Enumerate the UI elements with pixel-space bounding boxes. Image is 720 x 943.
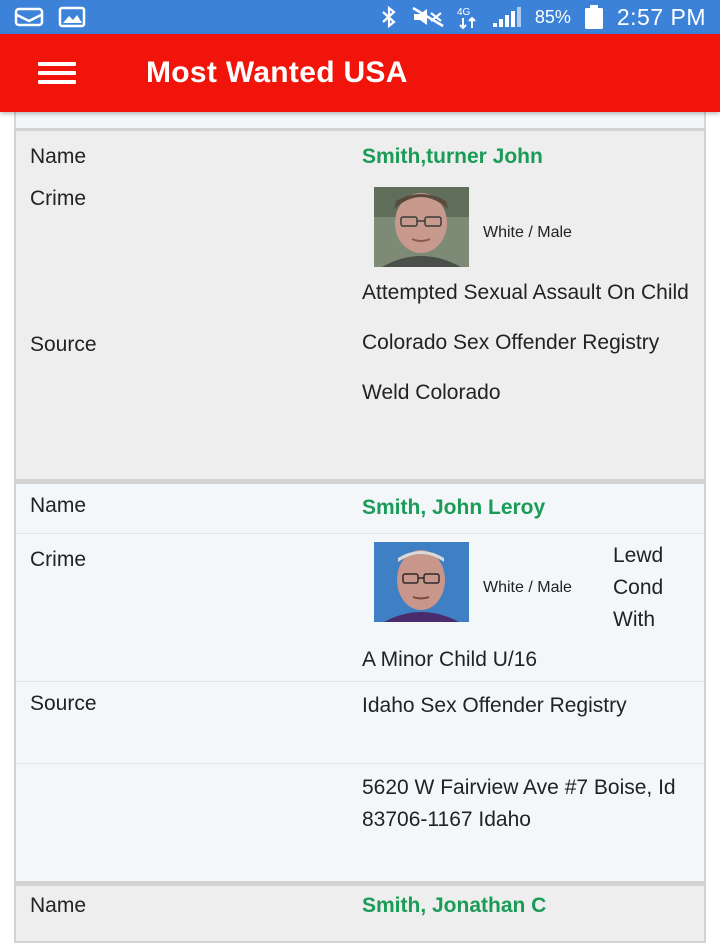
menu-button[interactable] <box>20 34 94 112</box>
record-card[interactable] <box>14 128 706 481</box>
image-notification-icon <box>58 6 86 28</box>
demographic: White / Male <box>483 224 572 241</box>
battery-percent: 85% <box>534 6 571 27</box>
location: Weld Colorado <box>362 381 501 404</box>
name-row <box>16 131 704 173</box>
name-label: Name <box>30 894 87 917</box>
previous-card-stub <box>14 112 706 128</box>
status-right-icons <box>379 4 706 31</box>
hamburger-menu-icon <box>38 57 76 89</box>
name-label: Name <box>30 494 87 517</box>
source-registry: Idaho Sex Offender Registry <box>362 694 627 717</box>
clock: 2:57 PM <box>616 3 706 30</box>
email-notification-icon <box>14 6 44 28</box>
offender-photo[interactable] <box>374 542 469 622</box>
status-left-icons <box>14 6 86 28</box>
address: 5620 W Fairview Ave #7 Boise, Id 83706-1167 Idaho <box>362 776 676 831</box>
name-row <box>16 484 704 534</box>
demographic: White / Male <box>483 579 572 596</box>
data-transfer-icon <box>457 4 479 30</box>
source-row <box>16 319 704 409</box>
source-row <box>16 682 704 764</box>
offender-name[interactable]: Smith,turner John <box>362 145 543 168</box>
name-label: Name <box>30 145 87 168</box>
source-registry: Colorado Sex Offender Registry <box>362 331 660 354</box>
source-label: Source <box>30 692 97 715</box>
crime-row <box>16 534 704 682</box>
crime-description-part2: A Minor Child U/16 <box>362 648 538 671</box>
crime-row <box>16 173 704 319</box>
app-title: Most Wanted USA <box>146 56 408 89</box>
signal-strength-icon <box>491 5 523 29</box>
offender-name[interactable]: Smith, Jonathan C <box>362 894 547 917</box>
crime-description: Attempted Sexual Assault On Child <box>362 281 689 304</box>
offender-photo[interactable] <box>374 187 469 267</box>
app-bar <box>0 34 720 112</box>
name-row <box>16 886 704 922</box>
crime-description-part1: Lewd Cond With <box>613 544 664 631</box>
battery-icon <box>583 4 605 30</box>
offender-name[interactable]: Smith, John Leroy <box>362 496 546 519</box>
record-card[interactable] <box>14 883 706 943</box>
address-row <box>16 764 704 836</box>
mute-icon <box>411 5 445 29</box>
source-label: Source <box>30 333 97 356</box>
status-bar <box>0 0 720 34</box>
svg-text:4G: 4G <box>456 7 471 18</box>
crime-label: Crime <box>30 187 86 210</box>
record-card[interactable] <box>14 481 706 883</box>
crime-label: Crime <box>30 548 86 571</box>
bluetooth-icon <box>379 5 399 29</box>
results-list[interactable] <box>14 112 706 917</box>
